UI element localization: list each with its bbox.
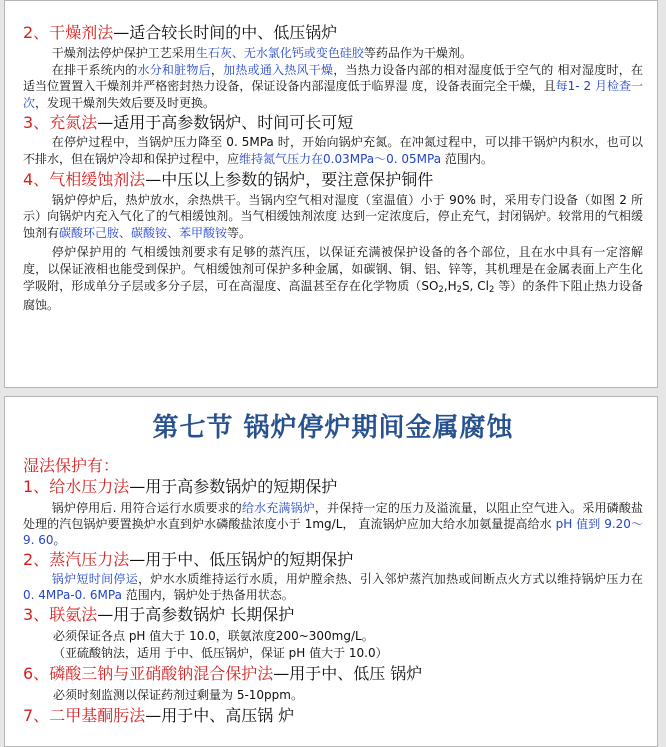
section-title: 第七节 锅炉停炉期间金属腐蚀 — [152, 413, 514, 443]
wet-protection-title: 湿法保护有： — [23, 456, 120, 475]
text-run: ，发现干燥剂失效后要及时更换。 — [35, 95, 216, 110]
slide-dry-protection — [4, 0, 658, 388]
heading-desiccant-method: 2、干燥剂法—适合较长时间的中、低压锅炉 — [23, 23, 338, 42]
text-run: 范围内，锅炉处于热备用状态。 — [121, 588, 294, 602]
text-run: 水分和脏物后 — [137, 62, 211, 77]
text-run: ，并保持一定的压力及溢流量，以阻止空气进入。采用磷酸盐处理的汽包锅炉要置换炉水直到炉水磷酸盐浓度小于 1mg/L， 直流锅炉应加大给水加氨量提高给水 — [23, 501, 643, 531]
text-run: 给水充满锅炉 — [241, 501, 315, 515]
text-run: 碳酸环己胺、碳酸铵、苯甲酸铵 — [59, 225, 228, 240]
text-run: 干燥剂法停炉保护工艺采用 — [51, 46, 196, 60]
slide-wet-protection — [4, 396, 658, 747]
heading-dmko-method: 7、二甲基酮肟法—用于中、高压锅 炉 — [23, 706, 295, 725]
text-run: 0. 4MPa-0. 6MPa — [23, 588, 122, 602]
heading-hydrazine-method: 3、联氨法—用于高参数锅炉 长期保护 — [23, 605, 295, 624]
vapor-inhibitor-para-1 — [23, 192, 643, 242]
text-run: ，炉水水质维持运行水质，用炉膛余热、引入邻炉蒸汽加热或间断点火方式以维持锅炉压力在 — [138, 572, 643, 586]
heading-feedwater-pressure-method: 1、给水压力法—用于高参数锅炉的短期保护 — [23, 477, 338, 496]
text-run: 锅炉停炉后，热炉放水，余热烘干。当锅内空气相对湿度（室温值）小于 90% 时，采用专门设备（如图 2 所示）向锅炉内充入气化了的气相缓蚀剂。当气相缓蚀剂浓度 达到一定浓度后，停止充气，封闭锅炉。较常用的气相缓蚀剂有 — [23, 192, 643, 240]
heading-phosphate-nitrite-method: 6、磷酸三钠与亚硝酸钠混合保护法—用于中、低压 锅炉 — [23, 664, 423, 683]
text-run: 生石灰、无水氯化钙或变色硅胶 — [195, 46, 364, 60]
hydrazine-note-1: 必须保证各点 pH 值大于 10.0，联氨浓度200~300mg/L。 — [53, 629, 374, 643]
desiccant-para-1 — [23, 45, 643, 62]
desiccant-para-2 — [23, 62, 643, 112]
heading-vapor-inhibitor-method: 4、气相缓蚀剂法—中压以上参数的锅炉，要注意保护铜件 — [23, 169, 434, 189]
vapor-inhibitor-para-2: 停炉保护用的 气相缓蚀剂要求有足够的蒸汽压，以保证充满被保护设备的各个部位，且在水中具有一定溶解度，以保证液相也能受到保护。气相缓蚀剂可保护多种金属，如碳钢、铜、铝、锌等，其机理是在金属表面上产生化学吸附，形成单分子层或多分子层，可在高湿度、高温甚至存在化学物质（$SO_2,H_2S$, $Cl_2$ 等）的条件下阻止热力设备腐蚀。 — [23, 245, 643, 313]
text-run: 范围内。 — [441, 151, 493, 166]
text-run: 等药品作为干燥剂。 — [363, 46, 472, 60]
heading-steam-pressure-method: 2、蒸汽压力法—用于中、低压锅炉的短期保护 — [23, 550, 354, 569]
steam-pressure-para — [23, 571, 643, 603]
text-run: 锅炉停用后. 用符合运行水质要求的 — [51, 501, 242, 515]
text-run: ，当热力设备内部的相对湿度低于空气的 相对湿度时，在适当位置置入干燥剂并严格密封热力设备，保证设备内部湿度低于临界湿 度，设备表面完全干燥，且 — [23, 62, 643, 94]
text-run: 维持氮气压力在0.03MPa～0. 05MPa — [239, 151, 442, 166]
hydrazine-note-2: （亚硫酸钠法，适用 于中、低压锅炉，保证 pH 值大于 10.0） — [53, 646, 388, 660]
text-run: 锅炉短时间停运 — [51, 572, 139, 586]
text-run: 。 — [53, 533, 66, 547]
nitrogen-para — [23, 134, 643, 167]
text-run: pH 值到 9.20～9. 60 — [23, 517, 643, 547]
feedwater-para — [23, 500, 643, 548]
phosphate-nitrite-note: 必须时刻监测以保证药剂过剩量为 5-10ppm。 — [53, 688, 303, 702]
heading-nitrogen-method: 3、充氮法—适用于高参数锅炉、时间可长可短 — [23, 113, 354, 133]
text-run: 加热或通入热风干燥 — [223, 62, 334, 77]
text-run: 在排干系统内的 — [51, 62, 138, 77]
text-run: ， — [210, 62, 224, 77]
text-run: 在停炉过程中，当锅炉压力降至 0. 5MPa 时，开始向锅炉充氮。在冲氮过程中，可以排干锅炉内积水，也可以不排水，但在锅炉冷却和保护过程中，应 — [23, 135, 643, 166]
text-run: 等。 — [227, 225, 252, 240]
text-run: 每1- 2 月检查一次 — [23, 79, 643, 110]
